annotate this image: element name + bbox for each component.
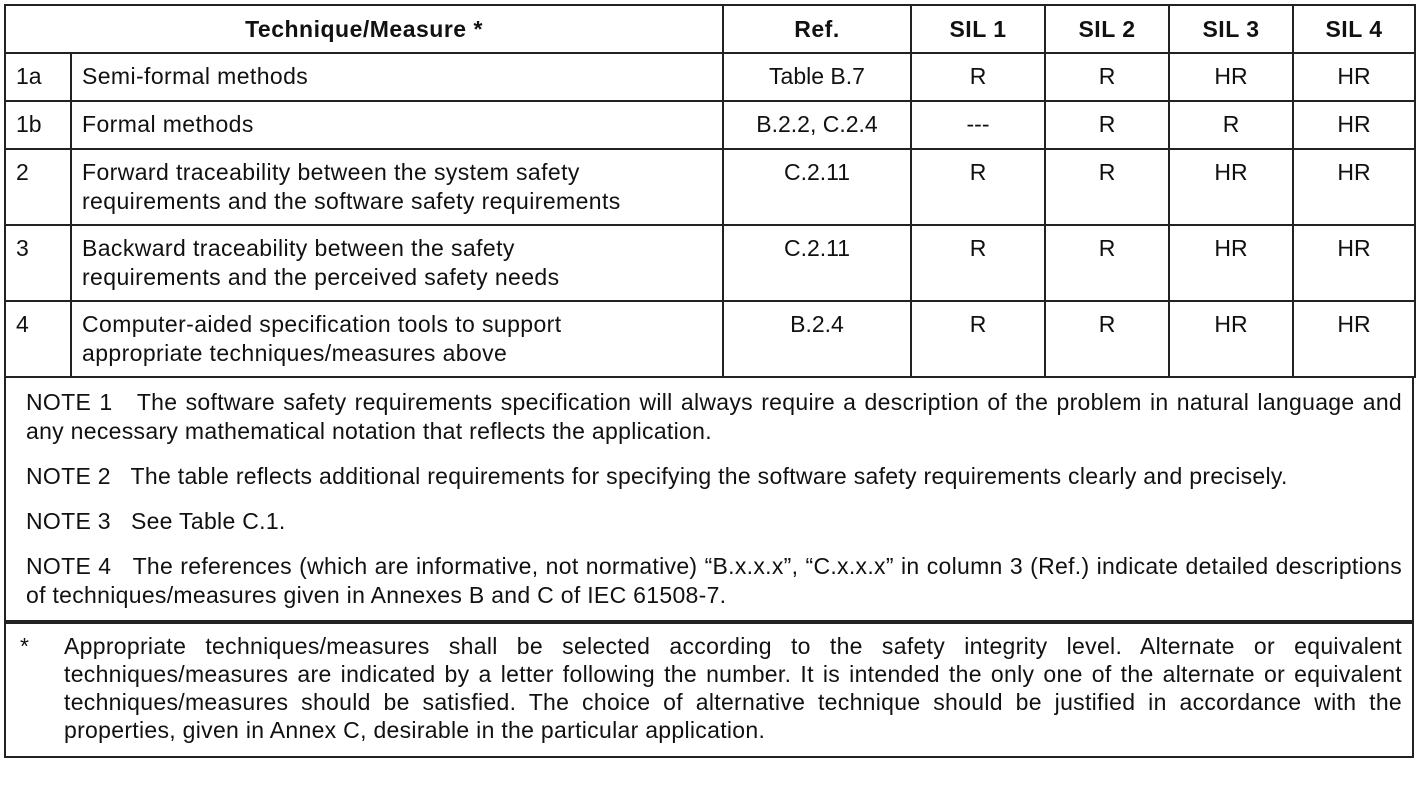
row-technique-line: Forward traceability between the system safety: [82, 159, 580, 185]
row-sil1: R: [911, 301, 1045, 377]
note-label: NOTE 3: [26, 508, 111, 534]
table-row: [5, 225, 1415, 301]
row-id: 4: [5, 301, 71, 377]
table-row: [5, 301, 1415, 377]
row-ref: C.2.11: [723, 149, 911, 225]
row-sil1: R: [911, 225, 1045, 301]
note-2: [26, 462, 1402, 491]
header-sil3: SIL 3: [1169, 5, 1293, 53]
note-text: The software safety requirements specification will always require a description of the problem in natural language and any necessary mathematical notation that reflects the application.: [26, 389, 1402, 444]
row-sil4: HR: [1293, 101, 1415, 149]
row-technique: [71, 225, 723, 301]
note-text: The table reflects additional requirements for specifying the software safety requirements clearly and precisely.: [130, 463, 1288, 489]
header-sil4: SIL 4: [1293, 5, 1415, 53]
note-1: [26, 388, 1402, 446]
row-sil3: HR: [1169, 149, 1293, 225]
row-sil3: R: [1169, 101, 1293, 149]
row-sil4: HR: [1293, 149, 1415, 225]
table-row: [5, 53, 1415, 101]
requirements-table-frame: [4, 4, 1414, 758]
note-4: [26, 552, 1402, 610]
row-sil2: R: [1045, 301, 1169, 377]
row-sil3: HR: [1169, 53, 1293, 101]
table-row: [5, 101, 1415, 149]
row-sil3: HR: [1169, 225, 1293, 301]
row-sil2: R: [1045, 53, 1169, 101]
row-sil3: HR: [1169, 301, 1293, 377]
header-sil2: SIL 2: [1045, 5, 1169, 53]
note-label: NOTE 1: [26, 389, 113, 415]
footnote: [4, 622, 1414, 758]
row-ref: B.2.2, C.2.4: [723, 101, 911, 149]
header-technique: Technique/Measure *: [5, 5, 723, 53]
footnote-text: Appropriate techniques/measures shall be selected according to the safety integrity level. Alternate or equivalent techniques/measures are indicated by a letter following the number. It is intended the only one of the alternate or equivalent techniques/measures should be satisfied. The choice of alternative technique should be justified in accordance with the properties, given in Annex C, desirable in the particular application.: [64, 633, 1402, 743]
note-label: NOTE 2: [26, 463, 111, 489]
note-label: NOTE 4: [26, 553, 112, 579]
row-sil4: HR: [1293, 53, 1415, 101]
row-technique-line: Computer-aided specification tools to support: [82, 311, 562, 337]
row-sil1: ---: [911, 101, 1045, 149]
header-ref: Ref.: [723, 5, 911, 53]
row-technique: [71, 301, 723, 377]
note-text: See Table C.1.: [130, 508, 286, 534]
row-sil2: R: [1045, 149, 1169, 225]
footnote-marker: *: [20, 633, 29, 659]
row-ref: B.2.4: [723, 301, 911, 377]
row-sil4: HR: [1293, 225, 1415, 301]
row-technique: Semi-formal methods: [71, 53, 723, 101]
row-sil1: R: [911, 149, 1045, 225]
notes-section: [4, 378, 1414, 622]
row-id: 3: [5, 225, 71, 301]
row-id: 1b: [5, 101, 71, 149]
row-technique-line: appropriate techniques/measures above: [82, 340, 508, 366]
note-3: [26, 507, 1402, 536]
row-sil2: R: [1045, 101, 1169, 149]
header-sil1: SIL 1: [911, 5, 1045, 53]
row-technique: Formal methods: [71, 101, 723, 149]
row-ref: Table B.7: [723, 53, 911, 101]
row-ref: C.2.11: [723, 225, 911, 301]
row-technique-line: requirements and the perceived safety needs: [82, 264, 560, 290]
row-sil1: R: [911, 53, 1045, 101]
row-id: 2: [5, 149, 71, 225]
row-sil2: R: [1045, 225, 1169, 301]
row-id: 1a: [5, 53, 71, 101]
table-row: [5, 149, 1415, 225]
row-technique-line: Backward traceability between the safety: [82, 235, 515, 261]
row-technique: [71, 149, 723, 225]
row-sil4: HR: [1293, 301, 1415, 377]
techniques-table: [4, 4, 1416, 378]
row-technique-line: requirements and the software safety requirements: [82, 188, 621, 214]
table-header-row: [5, 5, 1415, 53]
note-text: The references (which are informative, not normative) “B.x.x.x”, “C.x.x.x” in column 3 (Ref.) indicate detailed descriptions of techniques/measures given in Annexes B and C of IEC 61508-7.: [26, 553, 1402, 608]
